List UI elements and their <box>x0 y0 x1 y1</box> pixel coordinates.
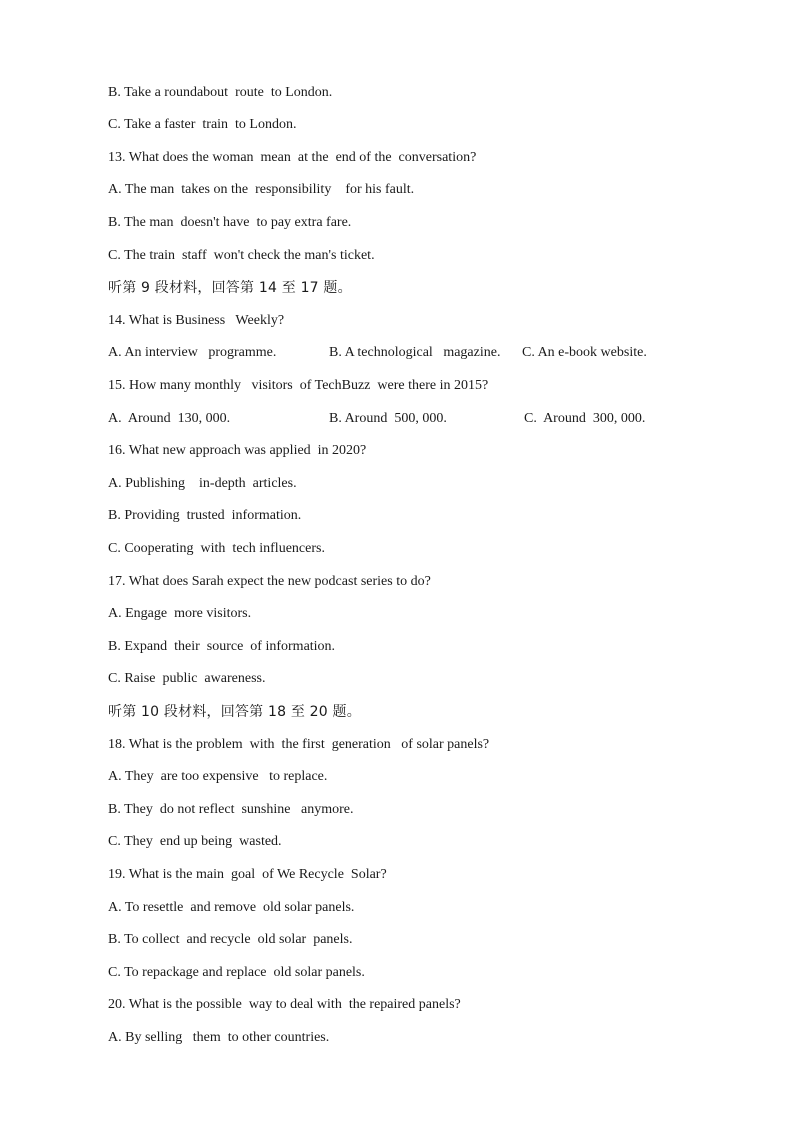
q18-option-a: A. They are too expensive to replace. <box>108 769 328 784</box>
q16-option-b: B. Providing trusted information. <box>108 508 302 523</box>
q12-option-c: C. Take a faster train to London. <box>108 117 297 132</box>
question-14: 14. What is Business Weekly? <box>108 313 285 328</box>
question-13: 13. What does the woman mean at the end of the conversation? <box>108 150 477 165</box>
q12-option-b: B. Take a roundabout route to London. <box>108 85 333 100</box>
question-15: 15. How many monthly visitors of TechBuzz were there in 2015? <box>108 378 489 393</box>
q17-option-a: A. Engage more visitors. <box>108 606 252 621</box>
q16-option-c: C. Cooperating with tech influencers. <box>108 541 325 556</box>
q17-option-b: B. Expand their source of information. <box>108 639 336 654</box>
q15-option-b: B. Around 500, 000. <box>329 411 447 426</box>
q14-option-b: B. A technological magazine. <box>329 345 501 360</box>
q17-option-c: C. Raise public awareness. <box>108 671 266 686</box>
question-16: 16. What new approach was applied in 2020? <box>108 443 367 458</box>
section-heading-9: 听第 9 段材料，回答第 14 至 17 题。 <box>108 280 352 296</box>
q14-option-c: C. An e-book website. <box>522 345 647 360</box>
question-17: 17. What does Sarah expect the new podcast series to do? <box>108 574 431 589</box>
q16-option-a: A. Publishing in-depth articles. <box>108 476 297 491</box>
q13-option-c: C. The train staff won't check the man's ticket. <box>108 248 375 263</box>
q19-option-c: C. To repackage and replace old solar panels. <box>108 965 365 980</box>
q15-option-a: A. Around 130, 000. <box>108 411 231 426</box>
q13-option-b: B. The man doesn't have to pay extra fare. <box>108 215 352 230</box>
q19-option-b: B. To collect and recycle old solar panels. <box>108 932 353 947</box>
q13-option-a: A. The man takes on the responsibility for his fault. <box>108 182 415 197</box>
q20-option-a: A. By selling them to other countries. <box>108 1030 330 1045</box>
q14-option-a: A. An interview programme. <box>108 345 277 360</box>
q15-option-c: C. Around 300, 000. <box>524 411 646 426</box>
question-20: 20. What is the possible way to deal with the repaired panels? <box>108 997 461 1012</box>
q18-option-b: B. They do not reflect sunshine anymore. <box>108 802 354 817</box>
question-18: 18. What is the problem with the first generation of solar panels? <box>108 737 490 752</box>
section-heading-10: 听第 10 段材料，回答第 18 至 20 题。 <box>108 704 361 720</box>
question-19: 19. What is the main goal of We Recycle Solar? <box>108 867 387 882</box>
q19-option-a: A. To resettle and remove old solar panels. <box>108 900 355 915</box>
q18-option-c: C. They end up being wasted. <box>108 834 282 849</box>
